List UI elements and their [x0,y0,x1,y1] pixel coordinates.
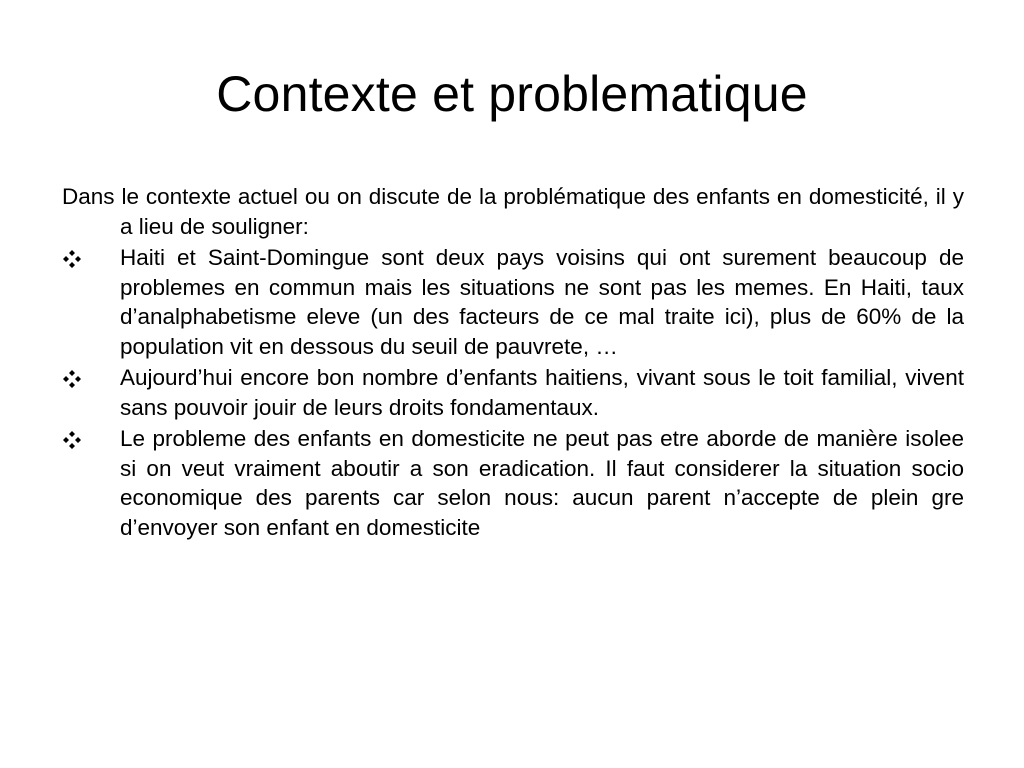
bullet-text: Aujourd’hui encore bon nombre d’enfants haitiens, vivant sous le toit familial, vivent sans pouvoir jouir de leurs droits fondamentaux. [120,365,964,420]
diamond-bullet-icon [62,249,82,269]
slide-content [62,182,964,544]
diamond-bullet-icon [62,430,82,450]
bullet-item [62,363,964,422]
diamond-bullet-icon [62,369,82,389]
bullet-text: Le probleme des enfants en domesticite ne peut pas etre aborde de manière isolee si on veut vraiment aboutir a son eradication. Il faut considerer la situation socio economique des parents car selon nous: aucun parent n’accepte de plein gre d’envoyer son enfant en domesticite [120,426,964,540]
bullet-item [62,243,964,361]
slide-title: Contexte et problematique [216,66,808,122]
intro-paragraph: Dans le contexte actuel ou on discute de la problématique des enfants en domesticité, il y a lieu de souligner: [62,184,964,239]
bullet-item [62,424,964,542]
bullet-text: Haiti et Saint-Domingue sont deux pays voisins qui ont surement beaucoup de problemes en commun mais les situations ne sont pas les memes. En Haiti, taux d’analphabetisme eleve (un des facteurs de ce mal traite ici), plus de 60% de la population vit en dessous du seuil de pauvrete, … [120,245,964,359]
